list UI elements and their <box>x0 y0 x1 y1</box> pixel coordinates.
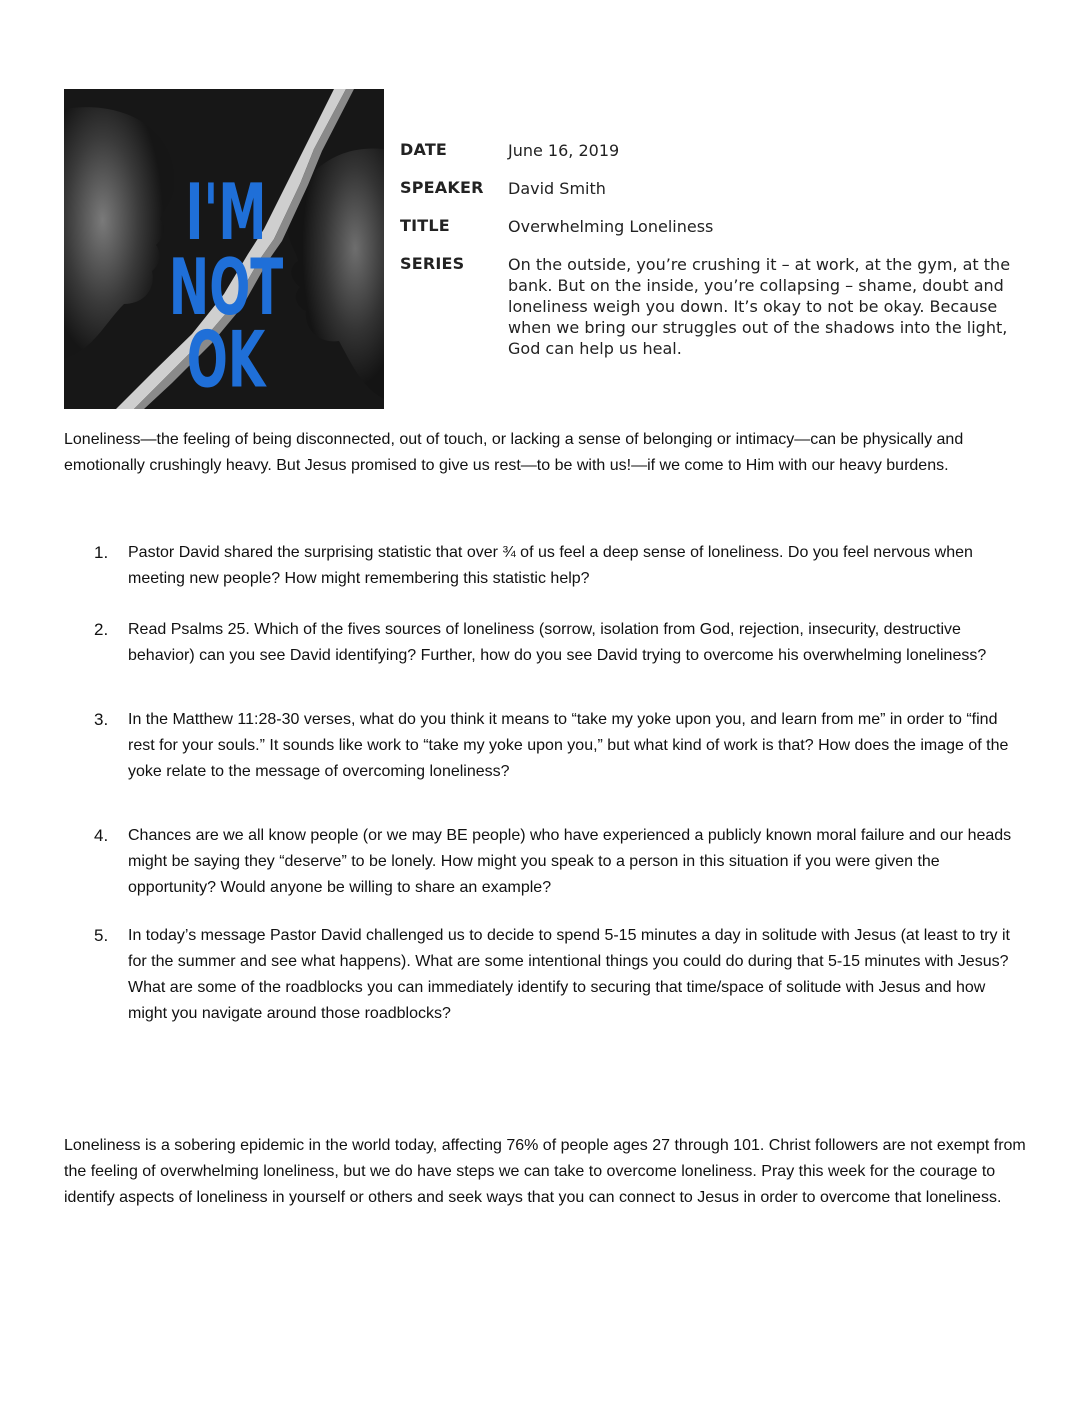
question-text: Pastor David shared the surprising statistic that over ¾ of us feel a deep sense of loneliness. Do you feel nervous when meeting new people? How might remembering this statistic help? <box>128 544 973 587</box>
series-label: SERIES <box>400 254 465 273</box>
series-cover-image <box>64 89 384 409</box>
question-2 <box>94 617 1034 669</box>
question-number: 1. <box>94 543 109 562</box>
title-label: TITLE <box>400 216 450 235</box>
meta-row-title <box>400 216 1040 237</box>
intro-paragraph: Loneliness—the feeling of being disconnected, out of touch, or lacking a sense of belonging or intimacy—can be physically and emotionally crushingly heavy. But Jesus promised to give us rest—to be with us!—if we come to Him with our heavy burdens. <box>64 431 964 474</box>
question-number: 5. <box>94 926 109 945</box>
meta-row-date <box>400 140 1040 161</box>
question-1 <box>94 540 1034 592</box>
speaker-label: SPEAKER <box>400 178 484 197</box>
speaker-value: David Smith <box>508 179 606 198</box>
question-4 <box>94 823 1034 901</box>
question-text: Read Psalms 25. Which of the fives sources of loneliness (sorrow, isolation from God, rejection, insecurity, destructive behavior) can you see David identifying? Further, how do you see David trying to overcome his overwhelming loneliness? <box>128 621 987 664</box>
cover-title-line-2: NOT <box>168 243 284 334</box>
cover-title-line-3: OK <box>186 315 266 406</box>
discussion-questions <box>94 540 1034 1027</box>
question-number: 3. <box>94 710 109 729</box>
meta-row-speaker <box>400 178 1040 199</box>
date-label: DATE <box>400 140 448 159</box>
question-number: 2. <box>94 620 109 639</box>
cover-title-line-1: I'M <box>185 168 267 259</box>
question-text: In the Matthew 11:28-30 verses, what do you think it means to “take my yoke upon you, and learn from me” in order to “find rest for your souls.” It sounds like work to “take my yoke upon you,” but what kind of work is that? How does the image of the yoke relate to the message of overcoming loneliness? <box>128 711 1009 780</box>
question-3 <box>94 707 1034 785</box>
sermon-details <box>400 140 1040 376</box>
meta-row-series <box>400 254 1040 359</box>
title-value: Overwhelming Loneliness <box>508 217 714 236</box>
cover-artwork <box>64 89 384 409</box>
question-5 <box>94 923 1034 1027</box>
question-text: Chances are we all know people (or we may BE people) who have experienced a publicly known moral failure and our heads might be saying they “deserve” to be lonely. How might you speak to a person in this situation if you were given the opportunity? Would anyone be willing to share an example? <box>128 827 1012 896</box>
date-value: June 16, 2019 <box>508 141 620 160</box>
question-number: 4. <box>94 826 109 845</box>
series-description: On the outside, you’re crushing it – at work, at the gym, at the bank. But on the inside, you’re collapsing – shame, doubt and loneliness weigh you down. It’s okay to not be okay. Because when we bring our struggles out of the shadows into the light, God can help us heal. <box>508 255 1011 358</box>
closing-paragraph: Loneliness is a sobering epidemic in the world today, affecting 76% of people ages 27 through 101. Christ followers are not exempt from the feeling of overwhelming loneliness, but we do have steps we can take to overcome loneliness. Pray this week for the courage to identify aspects of loneliness in yourself or others and seek ways that you can connect to Jesus in order to overcome that loneliness. <box>64 1137 1026 1206</box>
question-text: In today’s message Pastor David challenged us to decide to spend 5-15 minutes a day in solitude with Jesus (at least to try it for the summer and see what happens). What are some intentional things you could do during that 5-15 minutes with Jesus? What are some of the roadblocks you can immediately identify to securing that time/space of solitude with Jesus and how might you navigate around those roadblocks? <box>128 927 1010 1022</box>
